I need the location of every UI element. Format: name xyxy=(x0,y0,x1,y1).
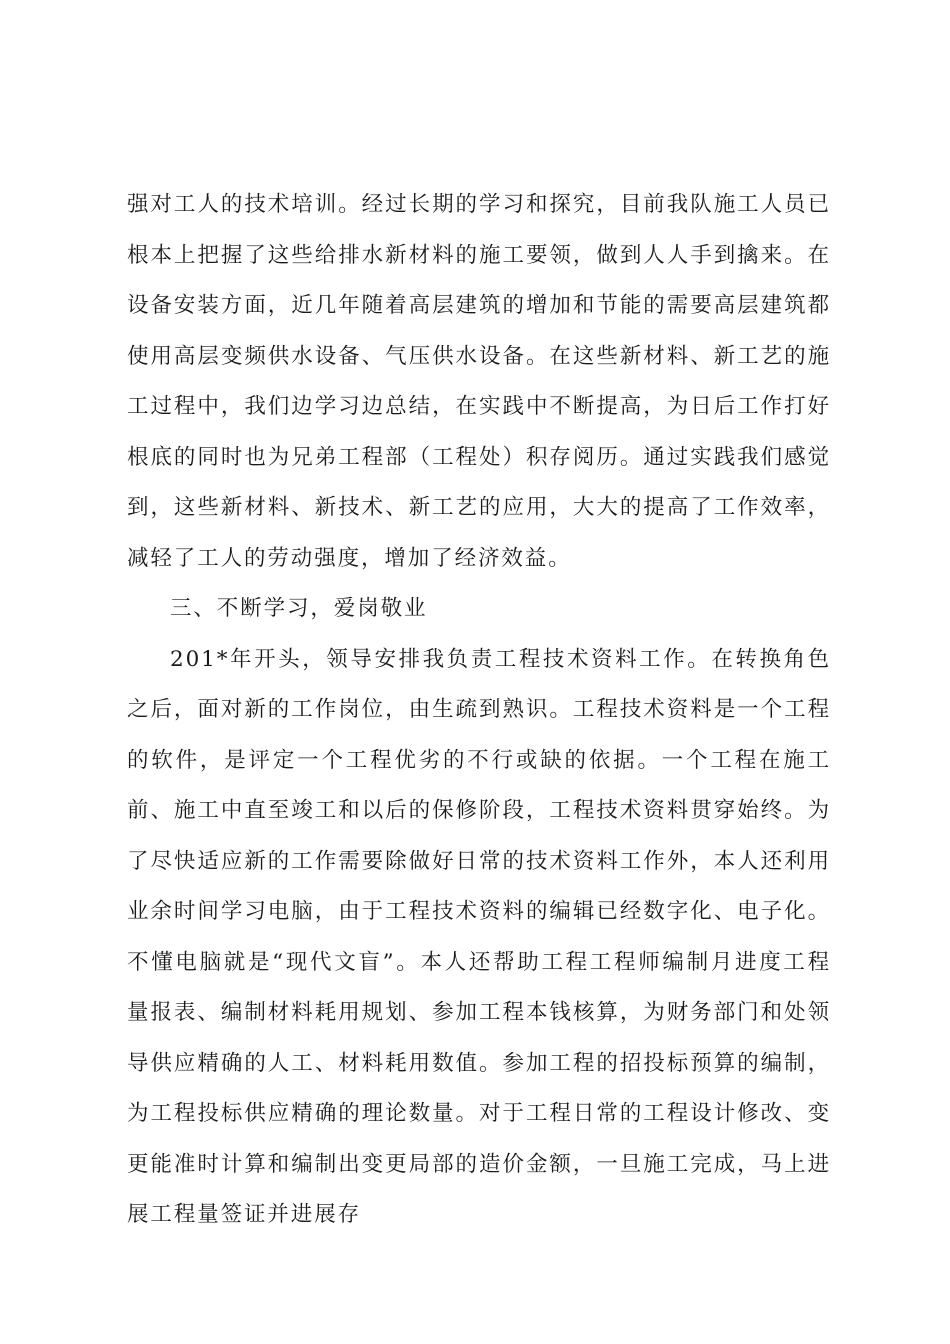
body-paragraph-2: 201*年开头，领导安排我负责工程技术资料工作。在转换角色之后，面对新的工作岗位，由生疏到熟识。工程技术资料是一个工程的软件，是评定一个工程优劣的不行或缺的依据。一个工程在施工前、施工中直至竣工和以后的保修阶段，工程技术资料贯穿始终。为了尽快适应新的工作需要除做好日常的技术资料工作外，本人还利用业余时间学习电脑，由于工程技术资料的编辑已经数字化、电子化。不懂电脑就是“现代文盲”。本人还帮助工程工程师编制月进度工程量报表、编制材料耗用规划、参加工程本钱核算，为财务部门和处领导供应精确的人工、材料耗用数值。参加工程的招投标预算的编制，为工程投标供应精确的理论数量。对于工程日常的工程设计修改、变更能准时计算和编制出变更局部的造价金额，一旦施工完成，马上进展工程量签证并进展存 xyxy=(127,646,831,1227)
section-heading-3: 三、不断学习，爱岗敬业 xyxy=(170,596,428,621)
document-body xyxy=(127,180,831,1241)
body-paragraph-1: 强对工人的技术培训。经过长期的学习和探究，目前我队施工人员已根本上把握了这些给排水新材料的施工要领，做到人人手到擒来。在设备安装方面，近几年随着高层建筑的增加和节能的需要高层建筑都使用高层变频供水设备、气压供水设备。在这些新材料、新工艺的施工过程中，我们边学习边总结，在实践中不断提高，为日后工作打好根底的同时也为兄弟工程部（工程处）积存阅历。通过实践我们感觉到，这些新材料、新技术、新工艺的应用，大大的提高了工作效率，减轻了工人的劳动强度，增加了经济效益。 xyxy=(127,192,831,571)
